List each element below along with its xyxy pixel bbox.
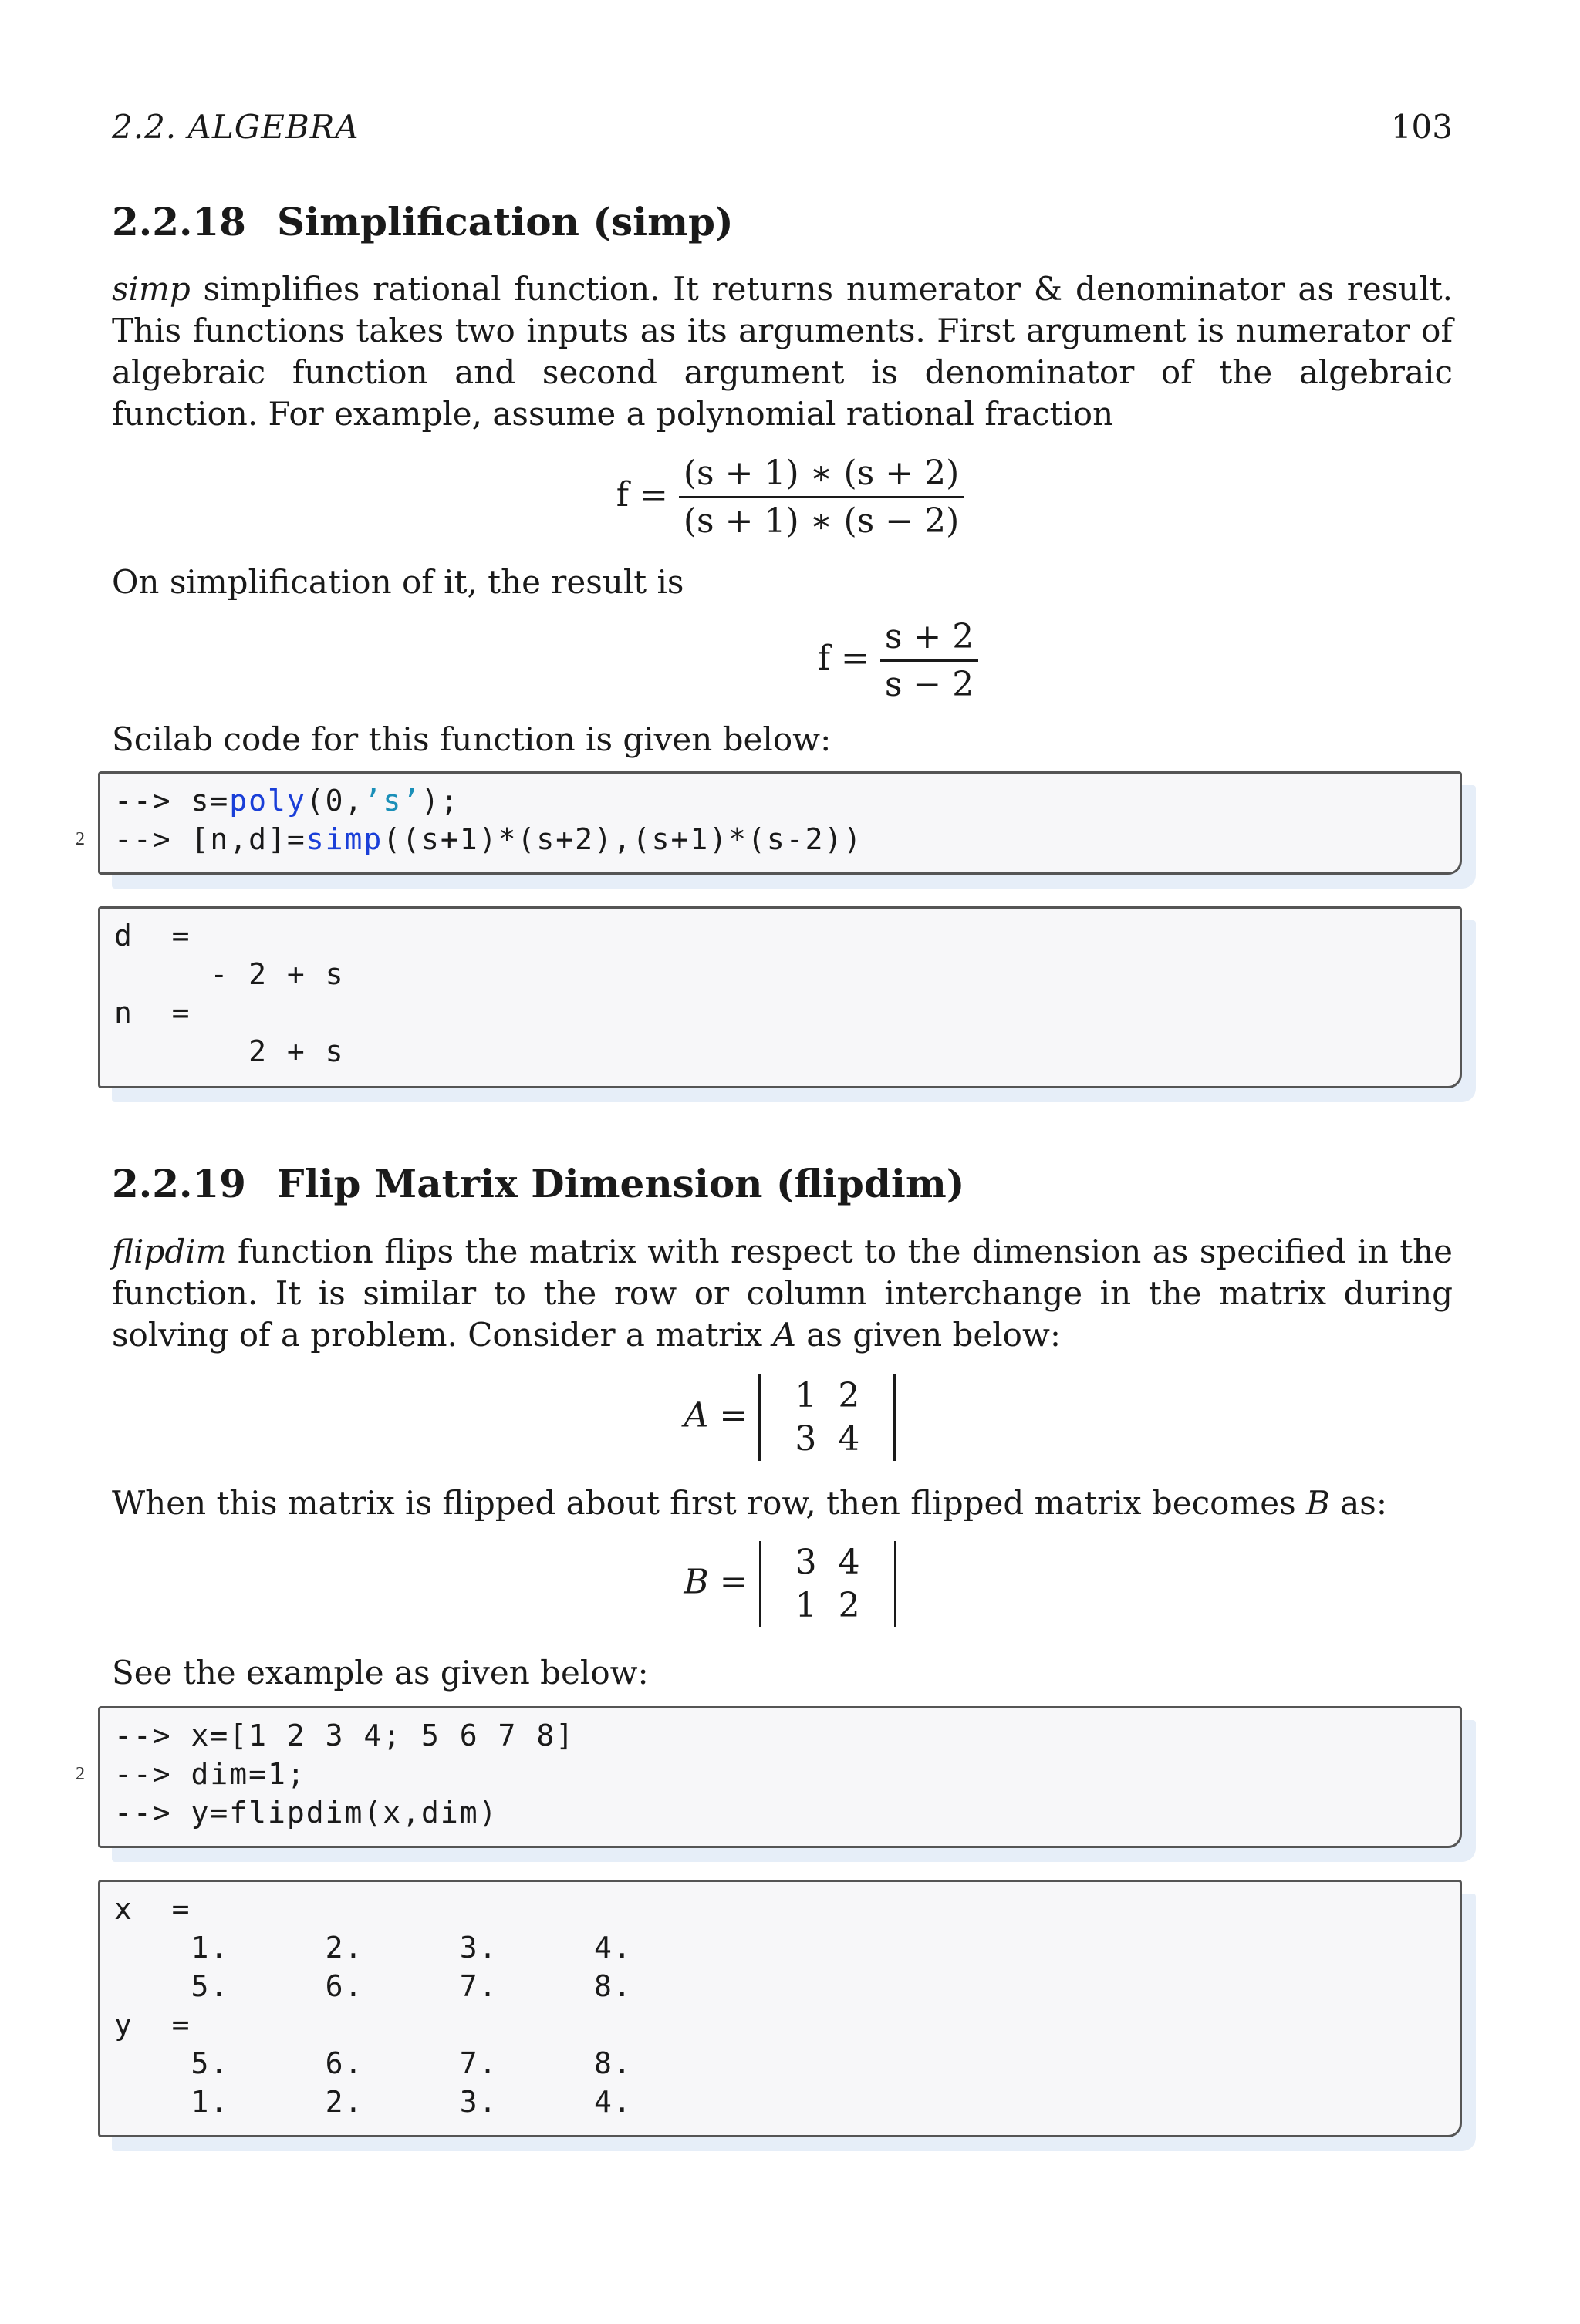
output-line: y = — [114, 2008, 191, 2042]
simp-intro-paragraph — [112, 268, 1453, 435]
fraction-numerator: (s + 1) ∗ (s + 2) — [679, 454, 964, 498]
flipdim-intro-paragraph: flipdim function flips the matrix with respect to the dimension as specified in the function. It is similar to the row or column interchange in the matrix during solving of a problem. Consider a matrix A as given below: — [112, 1233, 1453, 1354]
flip-description: When this matrix is flipped about first row, then flipped matrix becomes B as: — [112, 1484, 1387, 1522]
code-line: --> x=[1 2 3 4; 5 6 7 8] — [114, 1719, 576, 1752]
simp-term: simp — [112, 270, 191, 308]
line-number: 2 — [76, 829, 85, 849]
code-string: ’s’ — [363, 784, 422, 818]
simp-result-text: On simplification of it, the result is — [112, 563, 684, 601]
running-header — [112, 108, 1453, 146]
matrix-a — [758, 1374, 896, 1461]
code-function: simp — [306, 822, 383, 856]
flipdim-code-block — [76, 1706, 1462, 1848]
matrix-cell: 1 — [795, 1586, 817, 1625]
output-line: d = — [114, 919, 191, 953]
simp-intro-text: simplifies rational function. It returns numerator & denominator as result. This functions takes two inputs as its arguments. First argument is numerator of algebraic function and second argument is denominator of the algebraic function. For example, assume a polynomial rational fraction — [112, 270, 1453, 433]
fraction-denominator: s − 2 — [884, 665, 974, 704]
matrix-cell: 2 — [838, 1586, 860, 1625]
matrix-b — [759, 1541, 896, 1627]
equation-original — [0, 454, 1580, 541]
section-heading-simp — [112, 199, 734, 245]
running-header-section: 2.2. ALGEBRA — [112, 108, 360, 146]
code-line: 2 --> [n,d]=simp((s+1)*(s+2),(s+1)*(s-2)) — [114, 820, 1446, 858]
output-line: - 2 + s — [114, 957, 345, 991]
matrix-cell: 1 — [795, 1376, 817, 1415]
fraction — [880, 617, 978, 704]
matrix-b-equation — [0, 1541, 1580, 1627]
matrix-cell: 3 — [795, 1419, 817, 1459]
code-line: --> y=flipdim(x,dim) — [114, 1796, 498, 1830]
equation-lhs: A = — [684, 1395, 748, 1435]
simp-output-block — [98, 906, 1462, 1088]
equation-lhs: B = — [684, 1562, 748, 1602]
output-line: 1. 2. 3. 4. — [114, 1931, 633, 1965]
simp-code-intro: Scilab code for this function is given below: — [112, 720, 832, 758]
fraction — [679, 454, 964, 541]
matrix-cell: 4 — [838, 1419, 860, 1459]
equation-lhs: f = — [817, 639, 869, 678]
code-line: 2 --> dim=1; — [114, 1755, 1446, 1793]
output-line: 2 + s — [114, 1034, 345, 1068]
output-line: 5. 6. 7. 8. — [114, 2046, 633, 2080]
output-line: 5. 6. 7. 8. — [114, 1969, 633, 2003]
flipdim-term: flipdim — [112, 1233, 227, 1270]
section-number: 2.2.19 — [112, 1161, 246, 1206]
equation-lhs: f = — [616, 475, 668, 514]
fraction-numerator: s + 2 — [880, 617, 978, 662]
matrix-a-equation — [0, 1374, 1580, 1461]
output-line: 1. 2. 3. 4. — [114, 2085, 633, 2119]
output-line: x = — [114, 1892, 191, 1926]
matrix-variable: A — [772, 1316, 796, 1354]
fraction-denominator: (s + 1) ∗ (s − 2) — [683, 501, 960, 541]
flipdim-output-block — [98, 1880, 1462, 2137]
section-number: 2.2.18 — [112, 199, 246, 245]
page-number: 103 — [1390, 108, 1453, 146]
section-title: Flip Matrix Dimension (flipdim) — [277, 1161, 965, 1206]
matrix-variable: B — [1306, 1484, 1330, 1522]
matrix-cell: 4 — [838, 1543, 860, 1582]
line-number: 2 — [76, 1764, 85, 1784]
simp-code-block — [76, 771, 1462, 875]
code-line: --> s=poly(0,’s’); — [114, 784, 460, 818]
matrix-cell: 3 — [795, 1543, 817, 1582]
matrix-cell: 2 — [838, 1376, 860, 1415]
equation-simplified — [108, 617, 1580, 704]
example-intro: See the example as given below: — [112, 1654, 649, 1692]
output-line: n = — [114, 996, 191, 1030]
section-heading-flipdim — [112, 1161, 964, 1206]
code-function: poly — [229, 784, 306, 818]
section-title: Simplification (simp) — [277, 199, 734, 245]
